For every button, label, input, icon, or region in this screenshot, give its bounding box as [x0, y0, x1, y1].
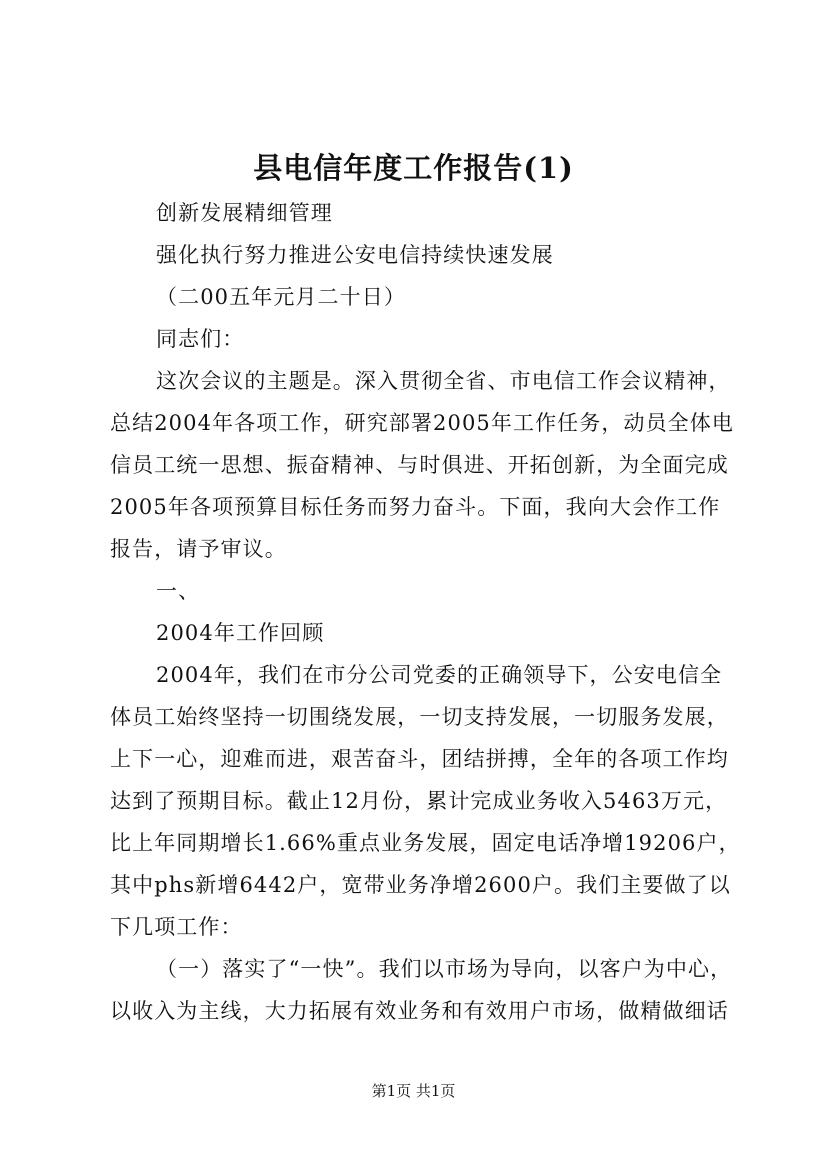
paragraph-line: 下几项工作：: [110, 915, 243, 939]
paragraph-line: 信员工统一思想、振奋精神、与时俱进、开拓创新，为全面完成: [110, 453, 729, 477]
paragraph-line: 这次会议的主题是。深入贯彻全省、市电信工作会议精神，: [156, 369, 731, 393]
paragraph-line: 以收入为主线，大力拓展有效业务和有效用户市场，做精做细话: [110, 999, 729, 1023]
page-footer: 第1页 共1页: [371, 1082, 456, 1100]
paragraph-line: 总结2004年各项工作，研究部署2005年工作任务，动员全体电: [110, 411, 734, 435]
paragraph-line: 体员工始终坚持一切围绕发展，一切支持发展，一切服务发展，: [110, 705, 729, 729]
paragraph-line: （一）落实了“一快”。我们以市场为导向，以客户为中心，: [156, 957, 733, 981]
paragraph-line: 其中phs新增6442户，宽带业务净增2600户。我们主要做了以: [110, 873, 731, 897]
subtitle-line-2: 强化执行努力推进公安电信持续快速发展: [156, 243, 554, 267]
paragraph-line: 2005年各项预算目标任务而努力奋斗。下面，我向大会作工作: [110, 495, 721, 519]
date-line: （二00五年元月二十日）: [156, 285, 406, 309]
paragraph-line: 2004年，我们在市分公司党委的正确领导下，公安电信全: [156, 663, 723, 687]
section-number: 一、: [156, 579, 201, 603]
document-title: 县电信年度工作报告(1): [253, 151, 574, 185]
section-heading: 2004年工作回顾: [156, 621, 325, 645]
subtitle-line-1: 创新发展精细管理: [156, 201, 333, 225]
paragraph-line: 达到了预期目标。截止12月份，累计完成业务收入5463万元，: [110, 789, 728, 813]
paragraph-line: 上下一心，迎难而进，艰苦奋斗，团结拼搏，全年的各项工作均: [110, 747, 729, 771]
paragraph-line: 比上年同期增长1.66%重点业务发展，固定电话净增19206户，: [110, 831, 741, 855]
salutation: 同志们：: [156, 327, 245, 351]
paragraph-line: 报告，请予审议。: [110, 537, 287, 561]
